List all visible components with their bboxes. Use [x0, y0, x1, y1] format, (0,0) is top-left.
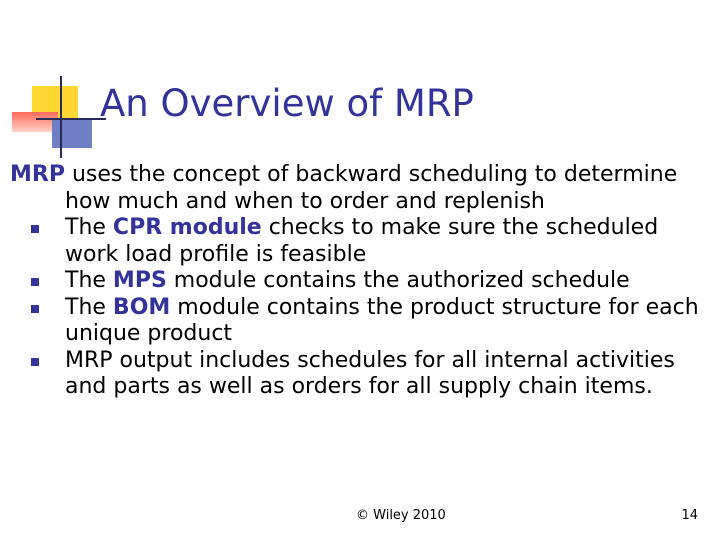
- bullet-emphasis: MPS: [112, 268, 167, 293]
- slide-body: [10, 162, 710, 401]
- bullet-emphasis: BOM: [112, 294, 171, 320]
- title-decoration: [0, 0, 110, 160]
- bullet-text: module contains the authorized schedule: [166, 268, 630, 293]
- square-bullet-icon: [31, 305, 39, 313]
- bullet-item-mrp-output: [10, 348, 710, 401]
- decoration-blue-square: [52, 120, 92, 148]
- slide-number: 14: [681, 508, 698, 523]
- slide-title: An Overview of MRP: [100, 82, 474, 125]
- intro-text: uses the concept of backward scheduling to determine how much and when to order and replenish: [64, 162, 678, 214]
- bullet-text: module contains the product structure for each unique product: [65, 294, 699, 346]
- square-bullet-icon: [31, 278, 39, 286]
- bullet-item-cpr: [10, 215, 710, 268]
- decoration-horizontal-line: [36, 118, 106, 120]
- square-bullet-icon: [31, 358, 39, 366]
- bullet-emphasis: CPR module: [112, 215, 262, 240]
- square-bullet-icon: [31, 225, 39, 233]
- intro-paragraph: [10, 162, 710, 215]
- bullet-item-bom: [10, 295, 710, 348]
- bullet-prefix: The: [65, 294, 113, 320]
- bullet-prefix: The: [65, 215, 113, 240]
- bullet-prefix: The: [65, 268, 113, 293]
- bullet-item-mps: [10, 268, 710, 295]
- bullet-text: MRP output includes schedules for all internal activities and parts as well as orders for all supply chain items.: [65, 347, 675, 399]
- intro-emphasis: MRP: [10, 162, 65, 187]
- footer-copyright: © Wiley 2010: [356, 508, 446, 523]
- bullet-text: checks to make sure the scheduled work load profile is feasible: [65, 215, 659, 267]
- decoration-vertical-line: [60, 76, 62, 158]
